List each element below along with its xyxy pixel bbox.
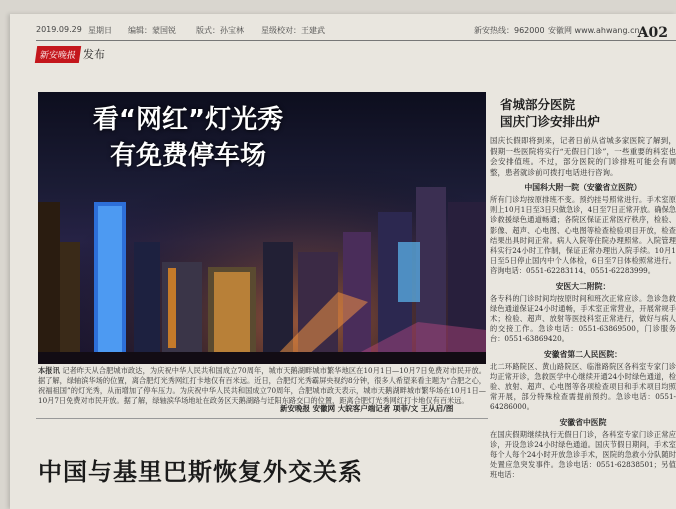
hospital-paragraph: 所有门诊均按原排班不变。预约挂号照常进行。手术室原则上10月1日至3日只做急诊，4日至7日正常开放。确保急诊救援绿色通道畅通；各院区保证正常医疗秩序，检验、影像、超声、心电图、心电图等检查检验项目开放，检查结果出具时间正常。病人入院等住院办理照常。入院管理科实行24小时工作制，保证正常办理出入院手续。10月1日至5日停止国内中个人体检，6日至7日体检照常进行。咨询电话：0551-62283114、0551-62283999。	[490, 195, 676, 276]
title-line2: 国庆门诊安排出炉	[500, 114, 601, 129]
photo-caption	[38, 366, 486, 406]
hospital-name: 安徽省第二人民医院：	[544, 349, 622, 359]
newspaper-page	[10, 14, 676, 509]
newspaper-logo: 新安晚报	[35, 46, 81, 63]
title-line1: 省城部分医院	[500, 97, 576, 112]
section-name: 发布	[83, 48, 106, 61]
photo-headline-line1: 看“网红”灯光秀	[92, 105, 284, 135]
hospital-paragraph: 北二环路院区、黄山路院区、临淮路院区各科室专家门诊均正常开诊，急救医学中心继续开通24小时绿色通道，检验、放射、超声、心电图等各项检查项目和手术项目均照常开展，部分特殊检查需提前预约。急诊电话：0551-64286000。	[490, 361, 676, 412]
page-number: A02	[637, 25, 668, 41]
article-credit: 新安晚报 安徽网 大皖客户端记者 项菲/文 王从启/图	[280, 404, 454, 413]
hospital-article	[490, 92, 676, 509]
hospital-name: 中国科大附一院（安徽省立医院）	[524, 183, 642, 192]
photo-headline-line2: 有免费停车场	[109, 141, 266, 171]
caption-text: 记者昨天从合肥城市政达，为庆祝中华人民共和国成立70周年，城市天鹅湖畔城市繁华地区在10月1日—10月7日免费对市民开放。据了解，绿轴滨华场的位置，离合肥灯光秀网红打卡地仅有百米远。近日，合肥灯光秀霸屏央视约8分钟，很多人希望来看主题为“合肥之心，祝福祖国”的灯光秀，从而增加了停车压力。为庆祝中华人民共和国成立70周年，合肥城市政天表示，城市天鹅湖畔城市繁华场在10月1日—10月7日免费对市民开放。据了解，绿轴滨华场地址在政务区天鹅湖路与迁阳东路交口的位置，距离合肥灯光秀网红打卡地仅有百米远。	[38, 366, 486, 405]
hotline: 新安热线：962000	[474, 26, 545, 35]
hospital-name: 安徽省中医院	[559, 417, 607, 427]
hospital-article-title	[500, 96, 676, 130]
issue-weekday: 星期日	[88, 26, 112, 35]
night-city-photo	[38, 92, 486, 364]
page-header-bar	[36, 22, 676, 41]
hospital-paragraph: 在国庆假期继续执行无假日门诊，各科室专家门诊正常应诊，开设急诊24小时绿色通道。国庆节假日期间，手术室每个人每个24小时开放急诊手术，医院的急救小分队随时处置应急突发事件。急诊电话：0551-62838501；另值班电话：	[490, 429, 676, 480]
editor-credit: 编辑：蒙国锐	[128, 26, 176, 35]
designer-credit: 版式：孙宝林	[196, 26, 244, 35]
proofreader-credit: 星级校对：王建武	[261, 26, 325, 35]
hospital-paragraph: 各专科的门诊时间均按原时间和班次正常应诊。急诊急救绿色通道保证24小时通畅，手术室正常营业，开展常规手术；检验、超声、放射等医技科室正常进行，做好与病人的交接工作。急诊电话：0551-63869500，门诊服务台：0551-63869420。	[490, 293, 676, 344]
caption-lead: 本报讯	[38, 366, 60, 375]
section-label	[36, 46, 105, 63]
divider	[36, 418, 488, 419]
photo-headline	[38, 102, 338, 174]
issue-date: 2019.09.29	[36, 25, 82, 34]
website: 安徽网 www.ahwang.cn	[548, 26, 640, 35]
hospital-name: 安医大二附院：	[555, 281, 611, 291]
bottom-headline: 中国与基里巴斯恢复外交关系	[38, 458, 363, 486]
article-intro: 国庆长假即将到来，记者日前从省城多家医院了解到，假期一些医院将实行“无假日门诊”，一些重要的科室也会安排值班。不过，部分医院的门诊排班可能会有调整，患者就诊前可拨打电话进行咨询。	[490, 136, 676, 177]
